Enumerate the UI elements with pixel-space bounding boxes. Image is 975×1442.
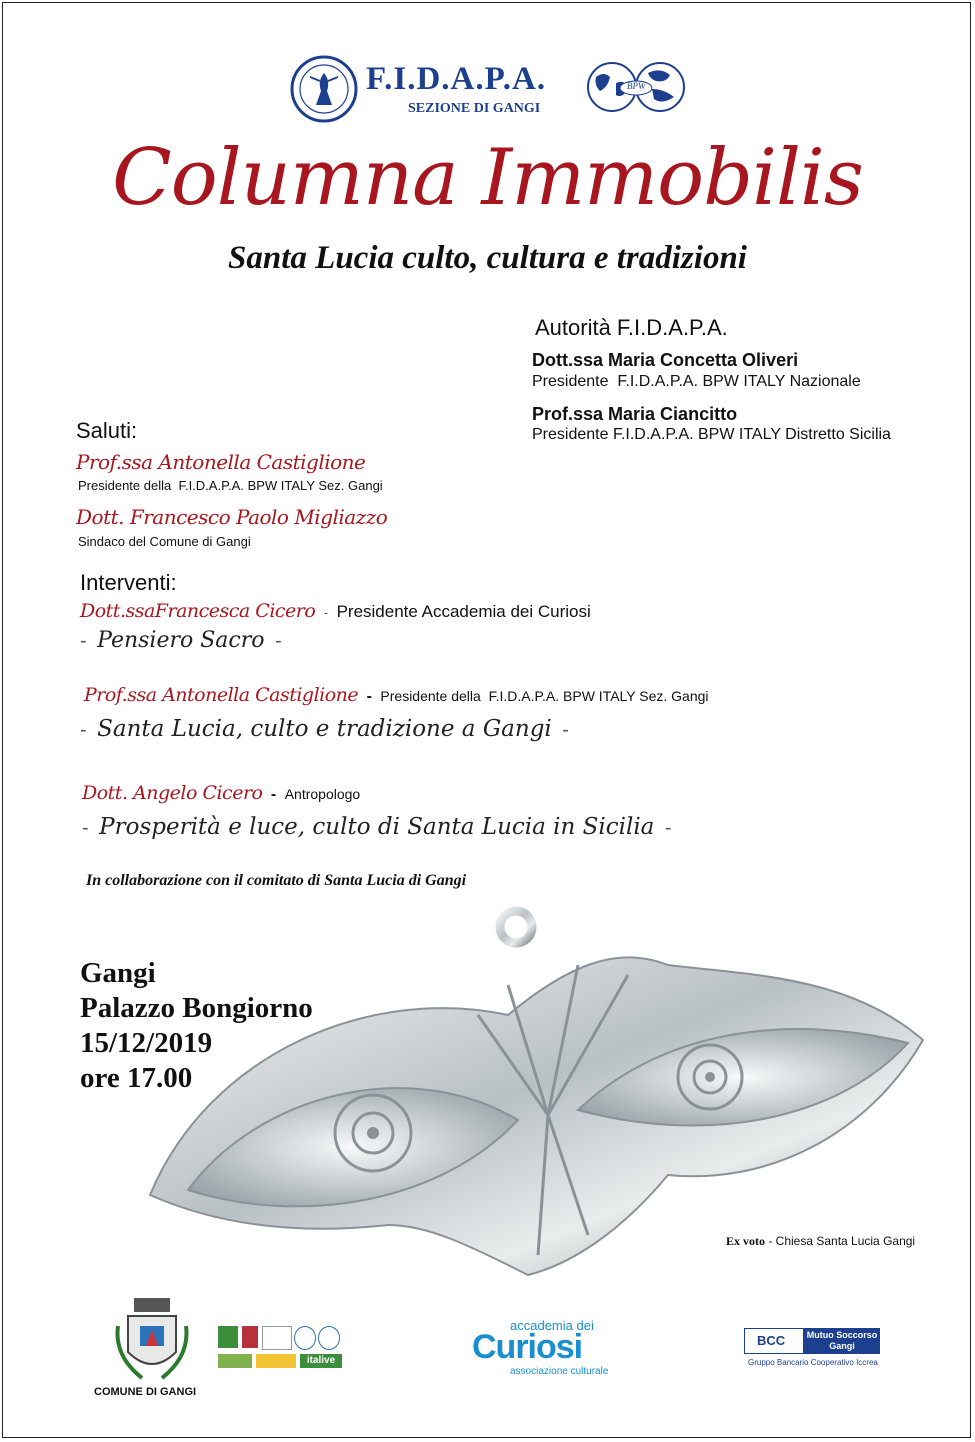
greeting-name: Prof.ssa Antonella Castiglione (76, 450, 366, 474)
separator: - (270, 786, 277, 803)
speaker-name: Dott.ssaFrancesca Cicero (80, 600, 316, 622)
org-name: F.I.D.A.P.A. (366, 61, 547, 97)
speaker-role: Antropologo (284, 786, 361, 802)
collaboration-note: In collaborazione con il comitato di Santa Lucia di Gangi (86, 872, 467, 889)
speaker-role: Presidente Accademia dei Curiosi (336, 602, 591, 621)
talk-dash: - (664, 817, 672, 839)
comune-label: COMUNE DI GANGI (94, 1386, 197, 1398)
interventions-heading: Interventi: (80, 570, 177, 595)
sponsor-logos (218, 1326, 344, 1370)
intervention-item (80, 684, 964, 754)
authority-name: Prof.ssa Maria Ciancitto (532, 404, 738, 424)
sponsor-logo-bottom-1 (218, 1354, 252, 1368)
accademia-top: accademia dei (510, 1318, 594, 1333)
talk-title: Pensiero Sacro (97, 628, 265, 653)
bcc-logo-text: BCC (757, 1333, 786, 1348)
talk-dash: - (80, 719, 87, 741)
speaker-name: Prof.ssa Antonella Castiglione (84, 684, 359, 706)
authority-role: Presidente F.I.D.A.P.A. BPW ITALY Nazionale (532, 373, 861, 390)
comune-crest-icon (112, 1296, 192, 1386)
fidapa-emblem-icon (290, 55, 358, 123)
bcc-box-line2: Gangi (829, 1341, 855, 1351)
event-venue: Palazzo Bongiorno (80, 992, 313, 1024)
bcc-group: Gruppo Bancario Cooperativo Iccrea (748, 1358, 878, 1367)
accademia-sub: associazione culturale (510, 1366, 609, 1377)
talk-title: Santa Lucia, culto e tradizione a Gangi (97, 716, 552, 742)
bcc-left (744, 1328, 804, 1354)
subtitle: Santa Lucia culto, cultura e tradizioni (228, 240, 747, 276)
authority-role: Presidente F.I.D.A.P.A. BPW ITALY Distretto Sicilia (532, 426, 891, 443)
sponsor-logo-bottom-2 (256, 1354, 296, 1368)
event-city: Gangi (80, 957, 156, 989)
bpw-label: BPW (627, 81, 646, 91)
caption-bold: Ex voto (726, 1234, 765, 1248)
fidapa-header (290, 55, 690, 123)
sponsor-logo-red (242, 1326, 258, 1348)
event-date: 15/12/2019 (80, 1027, 213, 1059)
sponsor-logo-white (262, 1326, 292, 1350)
caption-rest: - Chiesa Santa Lucia Gangi (765, 1234, 916, 1248)
event-time: ore 17.00 (80, 1062, 193, 1094)
authority-name: Dott.ssa Maria Concetta Oliveri (532, 350, 799, 370)
accademia-logo (472, 1318, 622, 1380)
intervention-item (82, 782, 962, 848)
intervention-item (80, 600, 960, 664)
bcc-logo (744, 1328, 880, 1370)
sponsor-logo-blue-2 (318, 1326, 340, 1350)
talk-title: Prosperità e luce, culto di Santa Lucia in Sicilia (99, 814, 655, 840)
greeting-name: Dott. Francesco Paolo Migliazzo (76, 505, 388, 529)
speaker-role: Presidente della F.I.D.A.P.A. BPW ITALY Sez. Gangi (380, 688, 709, 704)
talk-dash: - (82, 817, 89, 839)
italive-badge: italive (300, 1354, 342, 1368)
separator: - (323, 605, 329, 620)
sponsor-logo-green (218, 1326, 238, 1348)
accademia-main: Curiosi (472, 1328, 583, 1366)
authorities-heading: Autorità F.I.D.A.P.A. (535, 315, 728, 340)
separator: - (366, 688, 372, 705)
main-title: Columna Immobilis (112, 133, 863, 223)
event-info (80, 956, 313, 1096)
talk-dash: - (274, 630, 282, 652)
greeting-role: Sindaco del Comune di Gangi (78, 534, 251, 549)
image-caption (726, 1234, 915, 1249)
speaker-name: Dott. Angelo Cicero (82, 782, 263, 804)
bcc-right (804, 1328, 880, 1354)
bcc-box-line1: Mutuo Soccorso (806, 1330, 878, 1340)
talk-dash: - (80, 630, 87, 652)
greeting-role: Presidente della F.I.D.A.P.A. BPW ITALY Sez. Gangi (78, 478, 383, 493)
talk-dash: - (562, 719, 569, 741)
greetings-heading: Saluti: (76, 418, 138, 443)
sponsor-logo-blue (294, 1326, 316, 1350)
org-section: SEZIONE DI GANGI (408, 101, 541, 116)
